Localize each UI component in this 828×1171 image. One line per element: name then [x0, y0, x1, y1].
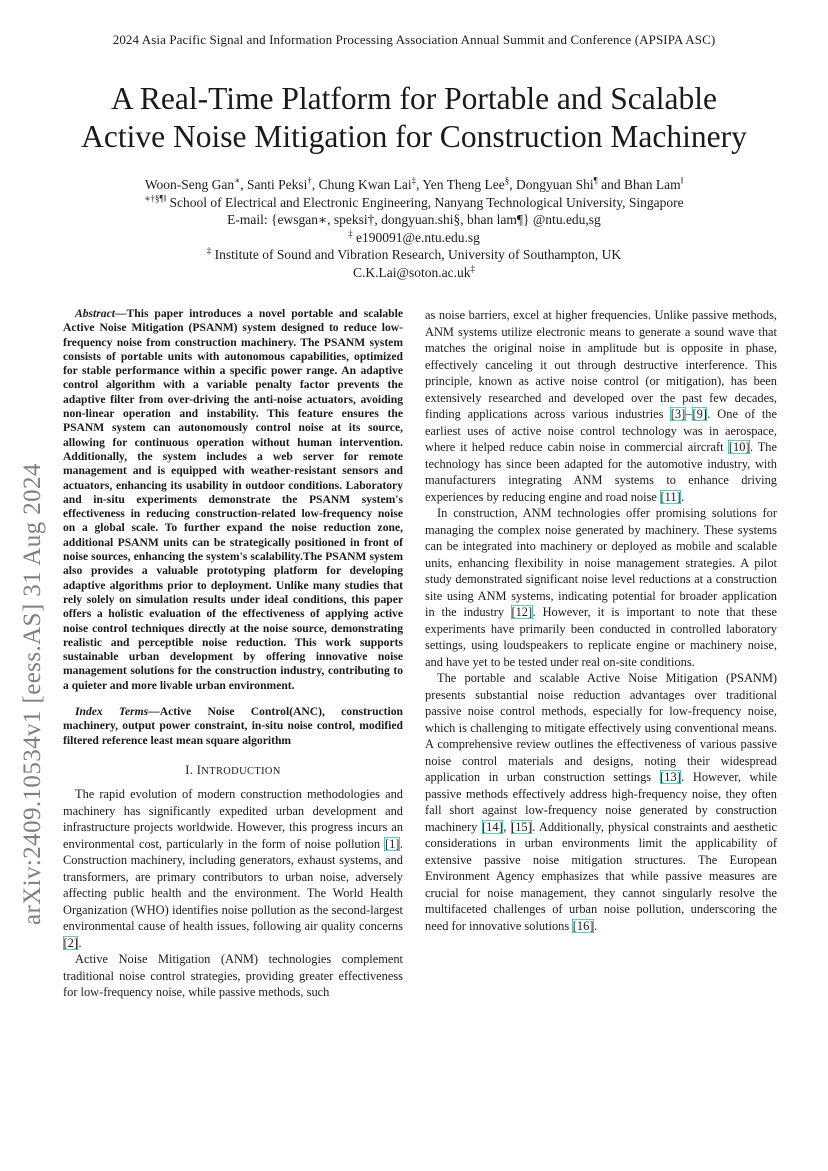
citation-link[interactable]: [12]	[511, 605, 533, 619]
arxiv-stamp: arXiv:2409.10534v1 [eess.AS] 31 Aug 2024	[19, 463, 46, 925]
affiliation-text: Institute of Sound and Vibration Research, University of Southampton, UK	[211, 247, 622, 262]
citation-link[interactable]: [11]	[660, 489, 681, 504]
email-soton	[0, 264, 828, 282]
citation-link[interactable]: [14]	[482, 819, 503, 834]
conference-header: 2024 Asia Pacific Signal and Information Processing Association Annual Summit and Conference (APSIPA ASC)	[112, 32, 716, 47]
index-terms	[63, 705, 403, 748]
index-terms-text: —Active Noise Control(ANC), construction machinery, output power constraint, in-situ noise control, modified filtered reference least mean square algorithm	[63, 705, 403, 747]
paragraph: Active Noise Mitigation (ANM) technologies complement traditional noise control strategies, providing greater effectiveness for low-frequency noise, while passive methods, such	[63, 952, 403, 1000]
author-mark: ‖	[680, 175, 684, 186]
author-mark: ¶	[593, 175, 598, 186]
citation-link[interactable]: [1]	[384, 836, 400, 851]
author-name: Dongyuan Shi	[516, 177, 594, 192]
text-run: . The technology has since been adapted for the automotive industry, with manufacturers integrating ANM systems to enhance driving experiences by reducing engine and road noise	[425, 440, 777, 504]
citation-link[interactable]: [15]	[511, 819, 532, 834]
affiliation-mark: ‡	[206, 245, 212, 256]
abstract-lead: Abstract	[75, 307, 115, 320]
section-rest: NTRODUCTION	[201, 765, 281, 777]
citation-link[interactable]: [3]	[670, 407, 686, 421]
author-sep: ,	[509, 177, 517, 192]
author-mark: ∗	[234, 175, 241, 186]
paragraph	[425, 307, 777, 505]
author-name: Yen Theng Lee	[422, 177, 505, 192]
text-run: .	[593, 918, 598, 933]
author-sep: and	[597, 177, 624, 192]
affiliation-ntu	[0, 194, 828, 212]
affiliation-soton	[0, 246, 828, 264]
author-mark: §	[504, 175, 510, 186]
affiliation-marks: ∗†§¶‖	[144, 193, 167, 203]
paragraph	[425, 505, 777, 670]
author-sep: ,	[240, 177, 248, 192]
text-run: . However, while passive methods effectively address high-frequency noise, they often fall short against low-frequency noise generated by construction machinery	[425, 770, 777, 834]
section-numeral: I.	[185, 762, 197, 777]
email-text: C.K.Lai@soton.ac.uk	[353, 264, 471, 280]
citation-link[interactable]: [16]	[572, 918, 594, 933]
index-terms-lead: Index Terms	[75, 705, 149, 719]
email-mark: ‡	[348, 228, 353, 238]
author-mark: †	[307, 175, 312, 186]
email-ntu-student	[0, 229, 828, 247]
text-run: The rapid evolution of modern construction methodologies and machinery has significantly expedited urban development and infrastructure projects worldwide. However, this progress incurs an environmental cost, particularly in the form of noise pollution	[63, 787, 403, 851]
paragraph	[63, 786, 403, 951]
text-run: . Construction machinery, including generators, exhaust systems, and transformers, are primary contributors to urban noise, adversely affecting public health and the environment. The World Health Organization (WHO) identifies noise pollution as the second-largest environmental cause of health issues, following air quality concerns	[63, 836, 403, 934]
citation-link[interactable]: [10]	[728, 440, 750, 454]
citation-link[interactable]: [9]	[692, 407, 707, 421]
left-column	[63, 307, 403, 1001]
author-names	[0, 176, 828, 194]
title-line-2: Active Noise Mitigation for Construction Machinery	[81, 119, 747, 154]
author-mark: ‡	[411, 175, 417, 186]
affiliation-text: School of Electrical and Electronic Engineering, Nanyang Technological University, Singapore	[166, 194, 684, 210]
author-name: Woon-Seng Gan	[144, 177, 235, 192]
text-run: In construction, ANM technologies offer promising solutions for managing the complex noise generated by machinery. These systems can be integrated into machinery or deployed as mobile and scalable units, enhancing flexibility in noise management strategies. A pilot study demonstrated significant noise level reductions at a construction site using ANM systems, indicating potential for broader application in the industry	[425, 506, 777, 619]
text-run: as noise barriers, excel at higher frequencies. Unlike passive methods, ANM systems utilize electronic means to generate a sound wave that matches the original noise in amplitude but is opposite in phase, effectively canceling it out through destructive interference. This principle, known as active noise control (or mitigation), has been extensively researched and developed over the past few decades, finding applications across various industries	[425, 308, 777, 421]
citation-link[interactable]: [2]	[63, 935, 78, 950]
text-run: . However, it is important to note that these experiments have primarily been conducted in controlled laboratory settings, using loudspeakers to replicate engine or machinery noise, and have yet to be tested under real on-site conditions.	[425, 605, 777, 669]
section-heading-introduction	[63, 762, 403, 781]
author-name: Santi Peksi	[247, 177, 308, 192]
email-mark: ‡	[470, 263, 475, 273]
author-sep: ,	[416, 177, 423, 192]
text-run: .	[681, 489, 685, 504]
title-line-1: A Real-Time Platform for Portable and Scalable	[111, 81, 717, 116]
text-run: ,	[503, 819, 511, 834]
paragraph	[425, 670, 777, 934]
text-run: –	[685, 407, 692, 421]
citation-link[interactable]: [13]	[660, 770, 681, 784]
text-run: .	[78, 935, 82, 950]
text-run: The portable and scalable Active Noise Mitigation (PSANM) presents substantial noise reduction advantages over traditional passive noise control methods, especially for low-frequency noise, which is challenging to mitigate effectively using conventional means. A comprehensive review outlines the effectiveness of various passive noise control materials and designs, noting their widespread application in urban construction settings	[425, 671, 777, 784]
author-block	[0, 176, 828, 281]
author-name: Chung Kwan Lai	[318, 177, 412, 192]
abstract	[63, 307, 403, 693]
email-text: e190091@e.ntu.edu.sg	[352, 229, 480, 245]
text-run: . Additionally, physical constraints and aesthetic considerations in urban environments limit the applicability of extensive passive noise mitigation structures. The European Environment Agency emphasizes that while passive measures are crucial for noise management, they cannot singularly resolve the multifaceted challenges of urban noise pollution, underscoring the need for innovative solutions	[425, 819, 778, 933]
author-sep: ,	[311, 177, 319, 192]
right-column	[425, 307, 777, 934]
email-ntu: E-mail: {ewsgan∗, speksi†, dongyuan.shi§, bhan lam¶} @ntu.edu,sg	[227, 212, 601, 227]
text-run: . One of the earliest uses of active noise control technology was in aerospace, where it helped reduce cabin noise in commercial aircraft	[425, 407, 778, 454]
paper-title	[0, 80, 828, 156]
section-initial: I	[196, 762, 202, 777]
abstract-text: —This paper introduces a novel portable and scalable Active Noise Mitigation (PSANM) system designed to reduce low-frequency noise from construction machinery. The PSANM system consists of portable units with autonomous capabilities, optimized for stable performance within a specific power range. An adaptive control algorithm with a variable penalty factor prevents the adaptive filter from over-driving the anti-noise actuators, avoiding non-linear operation and instability. This feature ensures the PSANM system can autonomously control noise at its source, allowing for continuous operation without human intervention. Additionally, the system includes a web server for remote management and is equipped with weather-resistant sensors and actuators, enhancing its usability in outdoor conditions. Laboratory and in-situ experiments demonstrate the PSANM system's effectiveness in reducing construction-related low-frequency noise on a global scale. To further expand the noise reduction zone, additional PSANM units can be strategically positioned in front of noise sources, enhancing the system's scalability.The PSANM system also provides a valuable prototyping platform for developing adaptive algorithms prior to deployment. Unlike many studies that rely solely on simulation results under ideal conditions, this paper offers a holistic evaluation of the effectiveness of applying active noise control techniques directly at the noise source, demonstrating realistic and perceptible noise reduction. This work supports sustainable urban development by offering innovative noise management solutions for the construction industry, contributing to a quieter and more livable urban environment.	[63, 307, 403, 692]
author-name: Bhan Lam	[623, 177, 681, 192]
